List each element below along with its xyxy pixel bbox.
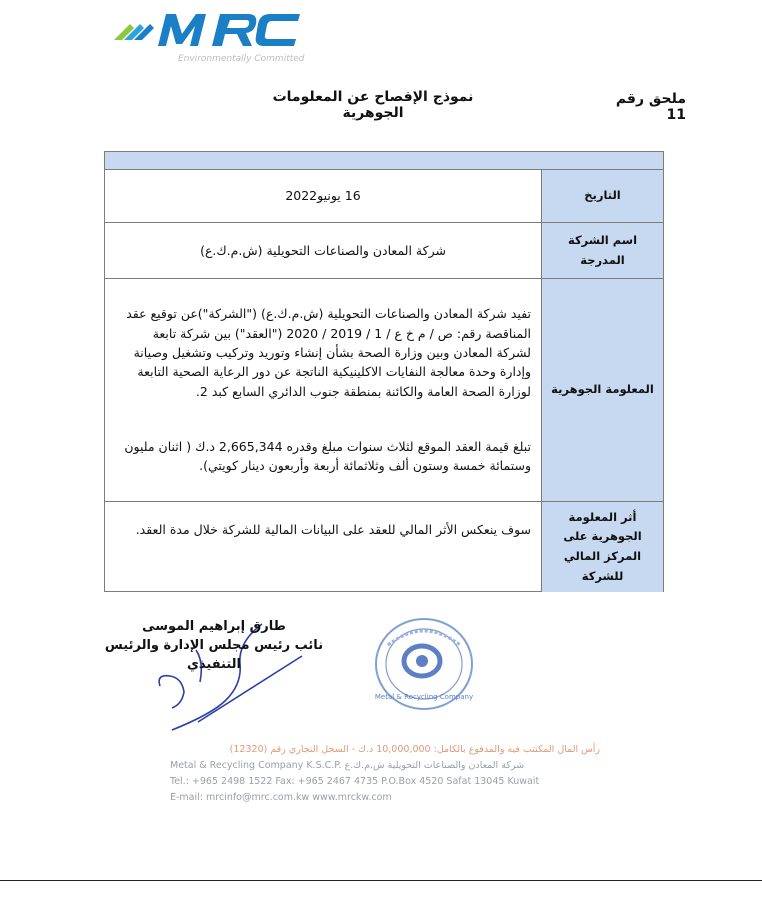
material-info-paragraph: تفيد شركة المعادن والصناعات التحويلية (ش.م.ك.ع) ("الشركة")عن توقيع عقد المناقصة رقم: ص / م خ ع / 1 / 2019 / 2020 ("العقد") بين شركة تابعة لشركة المعادن وبين وزارة الصحة بشأن إنشاء وتوريد وتركيب وتشغيل وصيانة وإدارة وحدة معالجة النفايات الاكلينيكية الناتجة عن دور الرعاية الصحية التابعة لوزارة الصحة العامة والكائنة بمنطقة جنوب الدائري السابع كبد 2. [126, 306, 531, 399]
row-date [105, 170, 663, 223]
row-material-info-label: المعلومة الجوهرية [541, 279, 663, 501]
appendix-label: ملحق رقم 11 [615, 91, 686, 123]
form-title: نموذج الإفصاح عن المعلومات الجوهرية [272, 89, 474, 121]
row-company-value: شركة المعادن والصناعات التحويلية (ش.م.ك.ع) [200, 242, 446, 258]
signer-block [96, 618, 332, 675]
footer-contact-line: Tel.: +965 2498 1522 Fax: +965 2467 4735 P.O.Box 4520 Safat 13045 Kuwait [170, 776, 540, 787]
logo-tagline: Environmentally Committed [178, 54, 305, 64]
footer-web-line: E-mail: mrcinfo@mrc.com.kw www.mrckw.com [170, 792, 392, 803]
row-date-label: التاريخ [541, 170, 663, 222]
signer-title: نائب رئيس مجلس الإدارة والرئيس التنفيذي [104, 637, 324, 672]
row-financial-impact [105, 502, 663, 592]
svg-text:Metal & Recycling Company: Metal & Recycling Company [374, 693, 474, 701]
row-financial-impact-value: سوف ينعكس الأثر المالي للعقد على البيانات المالية للشركة خلال مدة العقد. [135, 522, 531, 537]
table-header-band [105, 152, 663, 170]
footer-company-line: Metal & Recycling Company K.S.C.P. شركة المعادن والصناعات التحويلية ش.م.ك.ع [170, 760, 525, 771]
letterhead-footer [170, 742, 600, 806]
disclosure-table [104, 151, 664, 592]
row-material-info [105, 279, 663, 502]
company-seal [372, 615, 476, 713]
row-company [105, 223, 663, 279]
row-financial-impact-label: أثر المعلومة الجوهرية على المركز المالي للشركة [541, 502, 663, 592]
footer-capital-line: رأس المال المكتتب فيه والمدفوع بالكامل: 10,000,000 د.ك - السجل التجاري رقم (12320) [229, 744, 600, 755]
contract-value-paragraph: تبلغ قيمة العقد الموقع لثلاث سنوات مبلغ وقدره 2,665,344 د.ك ( اثنان مليون وستمائة خمسة وستون ألف وثلاثمائة أربعة وأربعون دينار كويتي). [124, 439, 531, 474]
row-date-value: 16 يونيو2022 [285, 188, 361, 204]
signer-name: طارق إبراهيم الموسى [142, 619, 286, 634]
row-company-label: اسم الشركة المدرجة [541, 223, 663, 278]
page-bottom-divider [0, 880, 762, 881]
